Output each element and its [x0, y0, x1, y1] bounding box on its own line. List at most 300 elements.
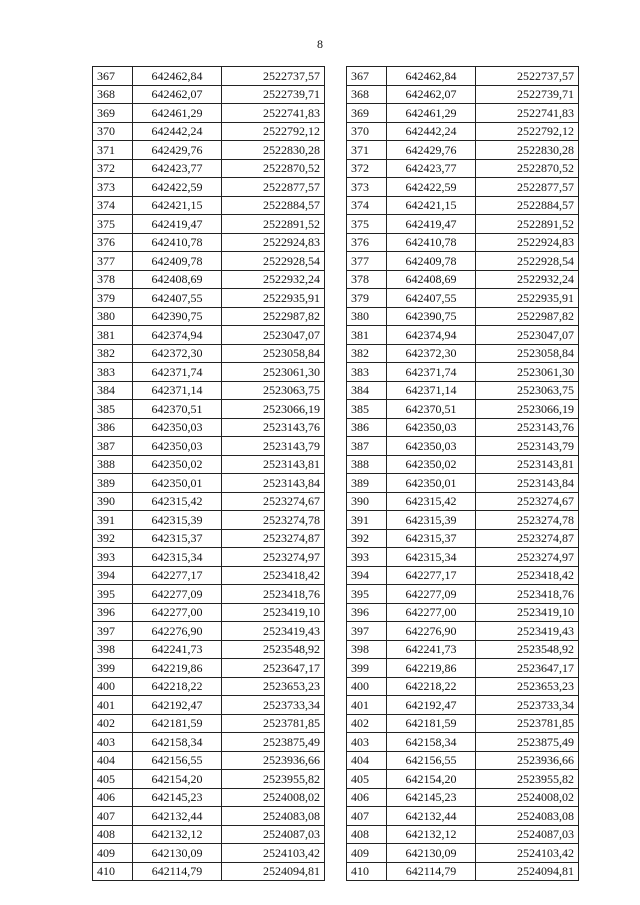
table-row — [347, 603, 579, 622]
table-row — [93, 159, 325, 178]
x-coordinate-cell: 642277,00 — [387, 603, 476, 622]
y-coordinate-cell: 2522891,52 — [476, 215, 579, 234]
point-number-cell: 390 — [93, 492, 133, 511]
y-coordinate-cell: 2523061,30 — [222, 363, 325, 382]
table-row — [347, 178, 579, 197]
table-row — [347, 215, 579, 234]
y-coordinate-cell: 2522877,57 — [222, 178, 325, 197]
table-row — [93, 825, 325, 844]
point-number-cell: 367 — [93, 67, 133, 86]
y-coordinate-cell: 2522739,71 — [476, 85, 579, 104]
y-coordinate-cell: 2522737,57 — [222, 67, 325, 86]
x-coordinate-cell: 642429,76 — [387, 141, 476, 160]
point-number-cell: 383 — [93, 363, 133, 382]
table-row — [93, 733, 325, 752]
x-coordinate-cell: 642315,37 — [133, 529, 222, 548]
y-coordinate-cell: 2522741,83 — [222, 104, 325, 123]
y-coordinate-cell: 2523047,07 — [222, 326, 325, 345]
point-number-cell: 370 — [347, 122, 387, 141]
x-coordinate-cell: 642409,78 — [133, 252, 222, 271]
point-number-cell: 371 — [93, 141, 133, 160]
y-coordinate-cell: 2524094,81 — [222, 862, 325, 881]
table-row — [347, 714, 579, 733]
point-number-cell: 381 — [347, 326, 387, 345]
x-coordinate-cell: 642219,86 — [133, 659, 222, 678]
table-row — [93, 289, 325, 308]
y-coordinate-cell: 2522884,57 — [476, 196, 579, 215]
y-coordinate-cell: 2523274,97 — [222, 548, 325, 567]
point-number-cell: 394 — [347, 566, 387, 585]
y-coordinate-cell: 2523143,84 — [222, 474, 325, 493]
y-coordinate-cell: 2524008,02 — [222, 788, 325, 807]
x-coordinate-cell: 642315,34 — [387, 548, 476, 567]
point-number-cell: 395 — [347, 585, 387, 604]
table-row — [93, 122, 325, 141]
table-row — [347, 474, 579, 493]
point-number-cell: 391 — [347, 511, 387, 530]
y-coordinate-cell: 2523418,42 — [222, 566, 325, 585]
table-row — [347, 159, 579, 178]
table-row — [347, 770, 579, 789]
table-row — [93, 622, 325, 641]
point-number-cell: 382 — [347, 344, 387, 363]
table-row — [347, 289, 579, 308]
x-coordinate-cell: 642315,37 — [387, 529, 476, 548]
x-coordinate-cell: 642154,20 — [387, 770, 476, 789]
y-coordinate-cell: 2523875,49 — [222, 733, 325, 752]
x-coordinate-cell: 642219,86 — [387, 659, 476, 678]
y-coordinate-cell: 2523061,30 — [476, 363, 579, 382]
point-number-cell: 385 — [347, 400, 387, 419]
table-row — [93, 640, 325, 659]
table-row — [93, 418, 325, 437]
x-coordinate-cell: 642350,01 — [387, 474, 476, 493]
x-coordinate-cell: 642407,55 — [133, 289, 222, 308]
y-coordinate-cell: 2523143,76 — [222, 418, 325, 437]
point-number-cell: 389 — [347, 474, 387, 493]
table-row — [347, 381, 579, 400]
table-row — [347, 455, 579, 474]
table-row — [93, 844, 325, 863]
table-row — [347, 400, 579, 419]
y-coordinate-cell: 2522830,28 — [222, 141, 325, 160]
x-coordinate-cell: 642132,44 — [387, 807, 476, 826]
x-coordinate-cell: 642277,09 — [133, 585, 222, 604]
point-number-cell: 386 — [93, 418, 133, 437]
y-coordinate-cell: 2523419,10 — [222, 603, 325, 622]
point-number-cell: 399 — [93, 659, 133, 678]
point-number-cell: 382 — [93, 344, 133, 363]
table-row — [347, 196, 579, 215]
table-row — [347, 122, 579, 141]
y-coordinate-cell: 2522987,82 — [476, 307, 579, 326]
table-row — [93, 381, 325, 400]
table-row — [347, 233, 579, 252]
y-coordinate-cell: 2524103,42 — [476, 844, 579, 863]
table-row — [347, 270, 579, 289]
point-number-cell: 410 — [93, 862, 133, 881]
point-number-cell: 402 — [93, 714, 133, 733]
x-coordinate-cell: 642218,22 — [387, 677, 476, 696]
table-row — [347, 344, 579, 363]
table-row — [93, 270, 325, 289]
point-number-cell: 379 — [347, 289, 387, 308]
y-coordinate-cell: 2523733,34 — [476, 696, 579, 715]
table-row — [93, 307, 325, 326]
table-row — [347, 862, 579, 881]
table-row — [347, 104, 579, 123]
y-coordinate-cell: 2522739,71 — [222, 85, 325, 104]
x-coordinate-cell: 642315,34 — [133, 548, 222, 567]
point-number-cell: 373 — [93, 178, 133, 197]
x-coordinate-cell: 642154,20 — [133, 770, 222, 789]
y-coordinate-cell: 2522891,52 — [222, 215, 325, 234]
y-coordinate-cell: 2522870,52 — [476, 159, 579, 178]
table-row — [93, 141, 325, 160]
point-number-cell: 409 — [93, 844, 133, 863]
y-coordinate-cell: 2523274,67 — [476, 492, 579, 511]
x-coordinate-cell: 642462,07 — [387, 85, 476, 104]
y-coordinate-cell: 2523955,82 — [476, 770, 579, 789]
point-number-cell: 406 — [347, 788, 387, 807]
point-number-cell: 395 — [93, 585, 133, 604]
table-row — [93, 511, 325, 530]
x-coordinate-cell: 642408,69 — [133, 270, 222, 289]
x-coordinate-cell: 642374,94 — [387, 326, 476, 345]
table-row — [93, 326, 325, 345]
coordinates-table-right-body — [347, 67, 579, 881]
y-coordinate-cell: 2522877,57 — [476, 178, 579, 197]
x-coordinate-cell: 642350,03 — [387, 418, 476, 437]
table-row — [347, 622, 579, 641]
point-number-cell: 400 — [93, 677, 133, 696]
table-row — [347, 844, 579, 863]
table-row — [347, 326, 579, 345]
x-coordinate-cell: 642423,77 — [387, 159, 476, 178]
page-number: 8 — [317, 37, 323, 51]
x-coordinate-cell: 642130,09 — [387, 844, 476, 863]
y-coordinate-cell: 2524094,81 — [476, 862, 579, 881]
x-coordinate-cell: 642429,76 — [133, 141, 222, 160]
y-coordinate-cell: 2523781,85 — [476, 714, 579, 733]
y-coordinate-cell: 2522884,57 — [222, 196, 325, 215]
point-number-cell: 392 — [93, 529, 133, 548]
x-coordinate-cell: 642423,77 — [133, 159, 222, 178]
coordinates-table-right — [346, 66, 579, 881]
x-coordinate-cell: 642277,17 — [133, 566, 222, 585]
point-number-cell: 392 — [347, 529, 387, 548]
table-row — [347, 511, 579, 530]
point-number-cell: 408 — [347, 825, 387, 844]
table-row — [347, 659, 579, 678]
y-coordinate-cell: 2522737,57 — [476, 67, 579, 86]
y-coordinate-cell: 2523548,92 — [222, 640, 325, 659]
table-row — [347, 67, 579, 86]
x-coordinate-cell: 642410,78 — [133, 233, 222, 252]
x-coordinate-cell: 642372,30 — [387, 344, 476, 363]
y-coordinate-cell: 2523143,81 — [476, 455, 579, 474]
point-number-cell: 372 — [347, 159, 387, 178]
point-number-cell: 396 — [93, 603, 133, 622]
point-number-cell: 373 — [347, 178, 387, 197]
y-coordinate-cell: 2523143,79 — [476, 437, 579, 456]
x-coordinate-cell: 642132,12 — [133, 825, 222, 844]
y-coordinate-cell: 2524087,03 — [222, 825, 325, 844]
x-coordinate-cell: 642241,73 — [133, 640, 222, 659]
x-coordinate-cell: 642181,59 — [133, 714, 222, 733]
y-coordinate-cell: 2523274,97 — [476, 548, 579, 567]
table-row — [347, 252, 579, 271]
point-number-cell: 405 — [93, 770, 133, 789]
table-row — [93, 696, 325, 715]
y-coordinate-cell: 2522741,83 — [476, 104, 579, 123]
y-coordinate-cell: 2522935,91 — [222, 289, 325, 308]
point-number-cell: 396 — [347, 603, 387, 622]
x-coordinate-cell: 642462,84 — [133, 67, 222, 86]
y-coordinate-cell: 2523419,43 — [476, 622, 579, 641]
point-number-cell: 367 — [347, 67, 387, 86]
point-number-cell: 379 — [93, 289, 133, 308]
point-number-cell: 408 — [93, 825, 133, 844]
y-coordinate-cell: 2523047,07 — [476, 326, 579, 345]
point-number-cell: 385 — [93, 400, 133, 419]
y-coordinate-cell: 2523548,92 — [476, 640, 579, 659]
x-coordinate-cell: 642374,94 — [133, 326, 222, 345]
y-coordinate-cell: 2523143,76 — [476, 418, 579, 437]
y-coordinate-cell: 2523418,76 — [222, 585, 325, 604]
y-coordinate-cell: 2523653,23 — [222, 677, 325, 696]
point-number-cell: 377 — [347, 252, 387, 271]
x-coordinate-cell: 642350,03 — [387, 437, 476, 456]
coordinates-table-left-body — [93, 67, 325, 881]
y-coordinate-cell: 2522932,24 — [476, 270, 579, 289]
x-coordinate-cell: 642350,01 — [133, 474, 222, 493]
x-coordinate-cell: 642410,78 — [387, 233, 476, 252]
point-number-cell: 397 — [347, 622, 387, 641]
table-row — [93, 770, 325, 789]
x-coordinate-cell: 642419,47 — [387, 215, 476, 234]
y-coordinate-cell: 2523733,34 — [222, 696, 325, 715]
y-coordinate-cell: 2524103,42 — [222, 844, 325, 863]
point-number-cell: 403 — [347, 733, 387, 752]
y-coordinate-cell: 2522928,54 — [476, 252, 579, 271]
x-coordinate-cell: 642390,75 — [387, 307, 476, 326]
y-coordinate-cell: 2523143,81 — [222, 455, 325, 474]
point-number-cell: 406 — [93, 788, 133, 807]
y-coordinate-cell: 2523066,19 — [222, 400, 325, 419]
y-coordinate-cell: 2523063,75 — [476, 381, 579, 400]
y-coordinate-cell: 2523274,78 — [476, 511, 579, 530]
y-coordinate-cell: 2523419,43 — [222, 622, 325, 641]
y-coordinate-cell: 2522924,83 — [222, 233, 325, 252]
y-coordinate-cell: 2523936,66 — [222, 751, 325, 770]
table-row — [93, 862, 325, 881]
point-number-cell: 403 — [93, 733, 133, 752]
x-coordinate-cell: 642350,02 — [133, 455, 222, 474]
y-coordinate-cell: 2523955,82 — [222, 770, 325, 789]
table-row — [347, 585, 579, 604]
table-row — [93, 400, 325, 419]
point-number-cell: 371 — [347, 141, 387, 160]
point-number-cell: 386 — [347, 418, 387, 437]
x-coordinate-cell: 642419,47 — [133, 215, 222, 234]
x-coordinate-cell: 642276,90 — [133, 622, 222, 641]
y-coordinate-cell: 2522924,83 — [476, 233, 579, 252]
point-number-cell: 407 — [93, 807, 133, 826]
table-row — [347, 825, 579, 844]
x-coordinate-cell: 642461,29 — [133, 104, 222, 123]
x-coordinate-cell: 642442,24 — [133, 122, 222, 141]
y-coordinate-cell: 2523653,23 — [476, 677, 579, 696]
x-coordinate-cell: 642218,22 — [133, 677, 222, 696]
y-coordinate-cell: 2523647,17 — [222, 659, 325, 678]
x-coordinate-cell: 642371,14 — [387, 381, 476, 400]
point-number-cell: 369 — [93, 104, 133, 123]
point-number-cell: 381 — [93, 326, 133, 345]
table-row — [347, 85, 579, 104]
x-coordinate-cell: 642442,24 — [387, 122, 476, 141]
y-coordinate-cell: 2522792,12 — [476, 122, 579, 141]
y-coordinate-cell: 2523781,85 — [222, 714, 325, 733]
x-coordinate-cell: 642114,79 — [387, 862, 476, 881]
y-coordinate-cell: 2523418,76 — [476, 585, 579, 604]
table-row — [347, 492, 579, 511]
point-number-cell: 394 — [93, 566, 133, 585]
table-row — [93, 659, 325, 678]
y-coordinate-cell: 2522792,12 — [222, 122, 325, 141]
table-row — [347, 566, 579, 585]
point-number-cell: 401 — [93, 696, 133, 715]
table-row — [93, 455, 325, 474]
y-coordinate-cell: 2522935,91 — [476, 289, 579, 308]
point-number-cell: 402 — [347, 714, 387, 733]
point-number-cell: 380 — [347, 307, 387, 326]
x-coordinate-cell: 642422,59 — [133, 178, 222, 197]
point-number-cell: 375 — [93, 215, 133, 234]
table-row — [347, 548, 579, 567]
point-number-cell: 391 — [93, 511, 133, 530]
point-number-cell: 393 — [93, 548, 133, 567]
y-coordinate-cell: 2524083,08 — [476, 807, 579, 826]
y-coordinate-cell: 2524008,02 — [476, 788, 579, 807]
x-coordinate-cell: 642277,17 — [387, 566, 476, 585]
point-number-cell: 376 — [347, 233, 387, 252]
table-row — [347, 141, 579, 160]
table-row — [93, 677, 325, 696]
point-number-cell: 400 — [347, 677, 387, 696]
x-coordinate-cell: 642421,15 — [387, 196, 476, 215]
point-number-cell: 397 — [93, 622, 133, 641]
table-row — [93, 714, 325, 733]
table-row — [93, 437, 325, 456]
table-row — [93, 603, 325, 622]
y-coordinate-cell: 2523875,49 — [476, 733, 579, 752]
x-coordinate-cell: 642277,09 — [387, 585, 476, 604]
point-number-cell: 372 — [93, 159, 133, 178]
table-row — [93, 233, 325, 252]
table-row — [347, 640, 579, 659]
point-number-cell: 393 — [347, 548, 387, 567]
table-row — [347, 733, 579, 752]
point-number-cell: 387 — [347, 437, 387, 456]
x-coordinate-cell: 642158,34 — [387, 733, 476, 752]
y-coordinate-cell: 2523143,84 — [476, 474, 579, 493]
y-coordinate-cell: 2523647,17 — [476, 659, 579, 678]
table-row — [93, 215, 325, 234]
x-coordinate-cell: 642462,07 — [133, 85, 222, 104]
table-row — [347, 529, 579, 548]
x-coordinate-cell: 642371,74 — [133, 363, 222, 382]
y-coordinate-cell: 2523419,10 — [476, 603, 579, 622]
point-number-cell: 407 — [347, 807, 387, 826]
point-number-cell: 409 — [347, 844, 387, 863]
x-coordinate-cell: 642156,55 — [387, 751, 476, 770]
x-coordinate-cell: 642370,51 — [387, 400, 476, 419]
table-row — [347, 696, 579, 715]
y-coordinate-cell: 2523274,87 — [222, 529, 325, 548]
y-coordinate-cell: 2524087,03 — [476, 825, 579, 844]
x-coordinate-cell: 642132,44 — [133, 807, 222, 826]
point-number-cell: 404 — [347, 751, 387, 770]
x-coordinate-cell: 642192,47 — [133, 696, 222, 715]
x-coordinate-cell: 642422,59 — [387, 178, 476, 197]
table-row — [93, 807, 325, 826]
table-row — [93, 252, 325, 271]
table-row — [347, 363, 579, 382]
x-coordinate-cell: 642315,39 — [133, 511, 222, 530]
x-coordinate-cell: 642461,29 — [387, 104, 476, 123]
point-number-cell: 377 — [93, 252, 133, 271]
y-coordinate-cell: 2523143,79 — [222, 437, 325, 456]
point-number-cell: 368 — [347, 85, 387, 104]
table-row — [93, 104, 325, 123]
table-row — [93, 67, 325, 86]
y-coordinate-cell: 2523058,84 — [476, 344, 579, 363]
table-row — [93, 566, 325, 585]
x-coordinate-cell: 642350,03 — [133, 437, 222, 456]
point-number-cell: 376 — [93, 233, 133, 252]
table-row — [347, 418, 579, 437]
point-number-cell: 374 — [93, 196, 133, 215]
point-number-cell: 368 — [93, 85, 133, 104]
y-coordinate-cell: 2522870,52 — [222, 159, 325, 178]
y-coordinate-cell: 2523274,78 — [222, 511, 325, 530]
x-coordinate-cell: 642130,09 — [133, 844, 222, 863]
y-coordinate-cell: 2523418,42 — [476, 566, 579, 585]
table-row — [93, 751, 325, 770]
point-number-cell: 410 — [347, 862, 387, 881]
y-coordinate-cell: 2523058,84 — [222, 344, 325, 363]
table-row — [347, 807, 579, 826]
point-number-cell: 369 — [347, 104, 387, 123]
y-coordinate-cell: 2522932,24 — [222, 270, 325, 289]
table-row — [347, 751, 579, 770]
table-row — [93, 474, 325, 493]
point-number-cell: 383 — [347, 363, 387, 382]
point-number-cell: 374 — [347, 196, 387, 215]
point-number-cell: 389 — [93, 474, 133, 493]
point-number-cell: 405 — [347, 770, 387, 789]
table-row — [347, 677, 579, 696]
point-number-cell: 387 — [93, 437, 133, 456]
x-coordinate-cell: 642350,02 — [387, 455, 476, 474]
table-row — [347, 788, 579, 807]
y-coordinate-cell: 2523274,87 — [476, 529, 579, 548]
table-row — [93, 492, 325, 511]
x-coordinate-cell: 642192,47 — [387, 696, 476, 715]
x-coordinate-cell: 642145,23 — [133, 788, 222, 807]
x-coordinate-cell: 642372,30 — [133, 344, 222, 363]
